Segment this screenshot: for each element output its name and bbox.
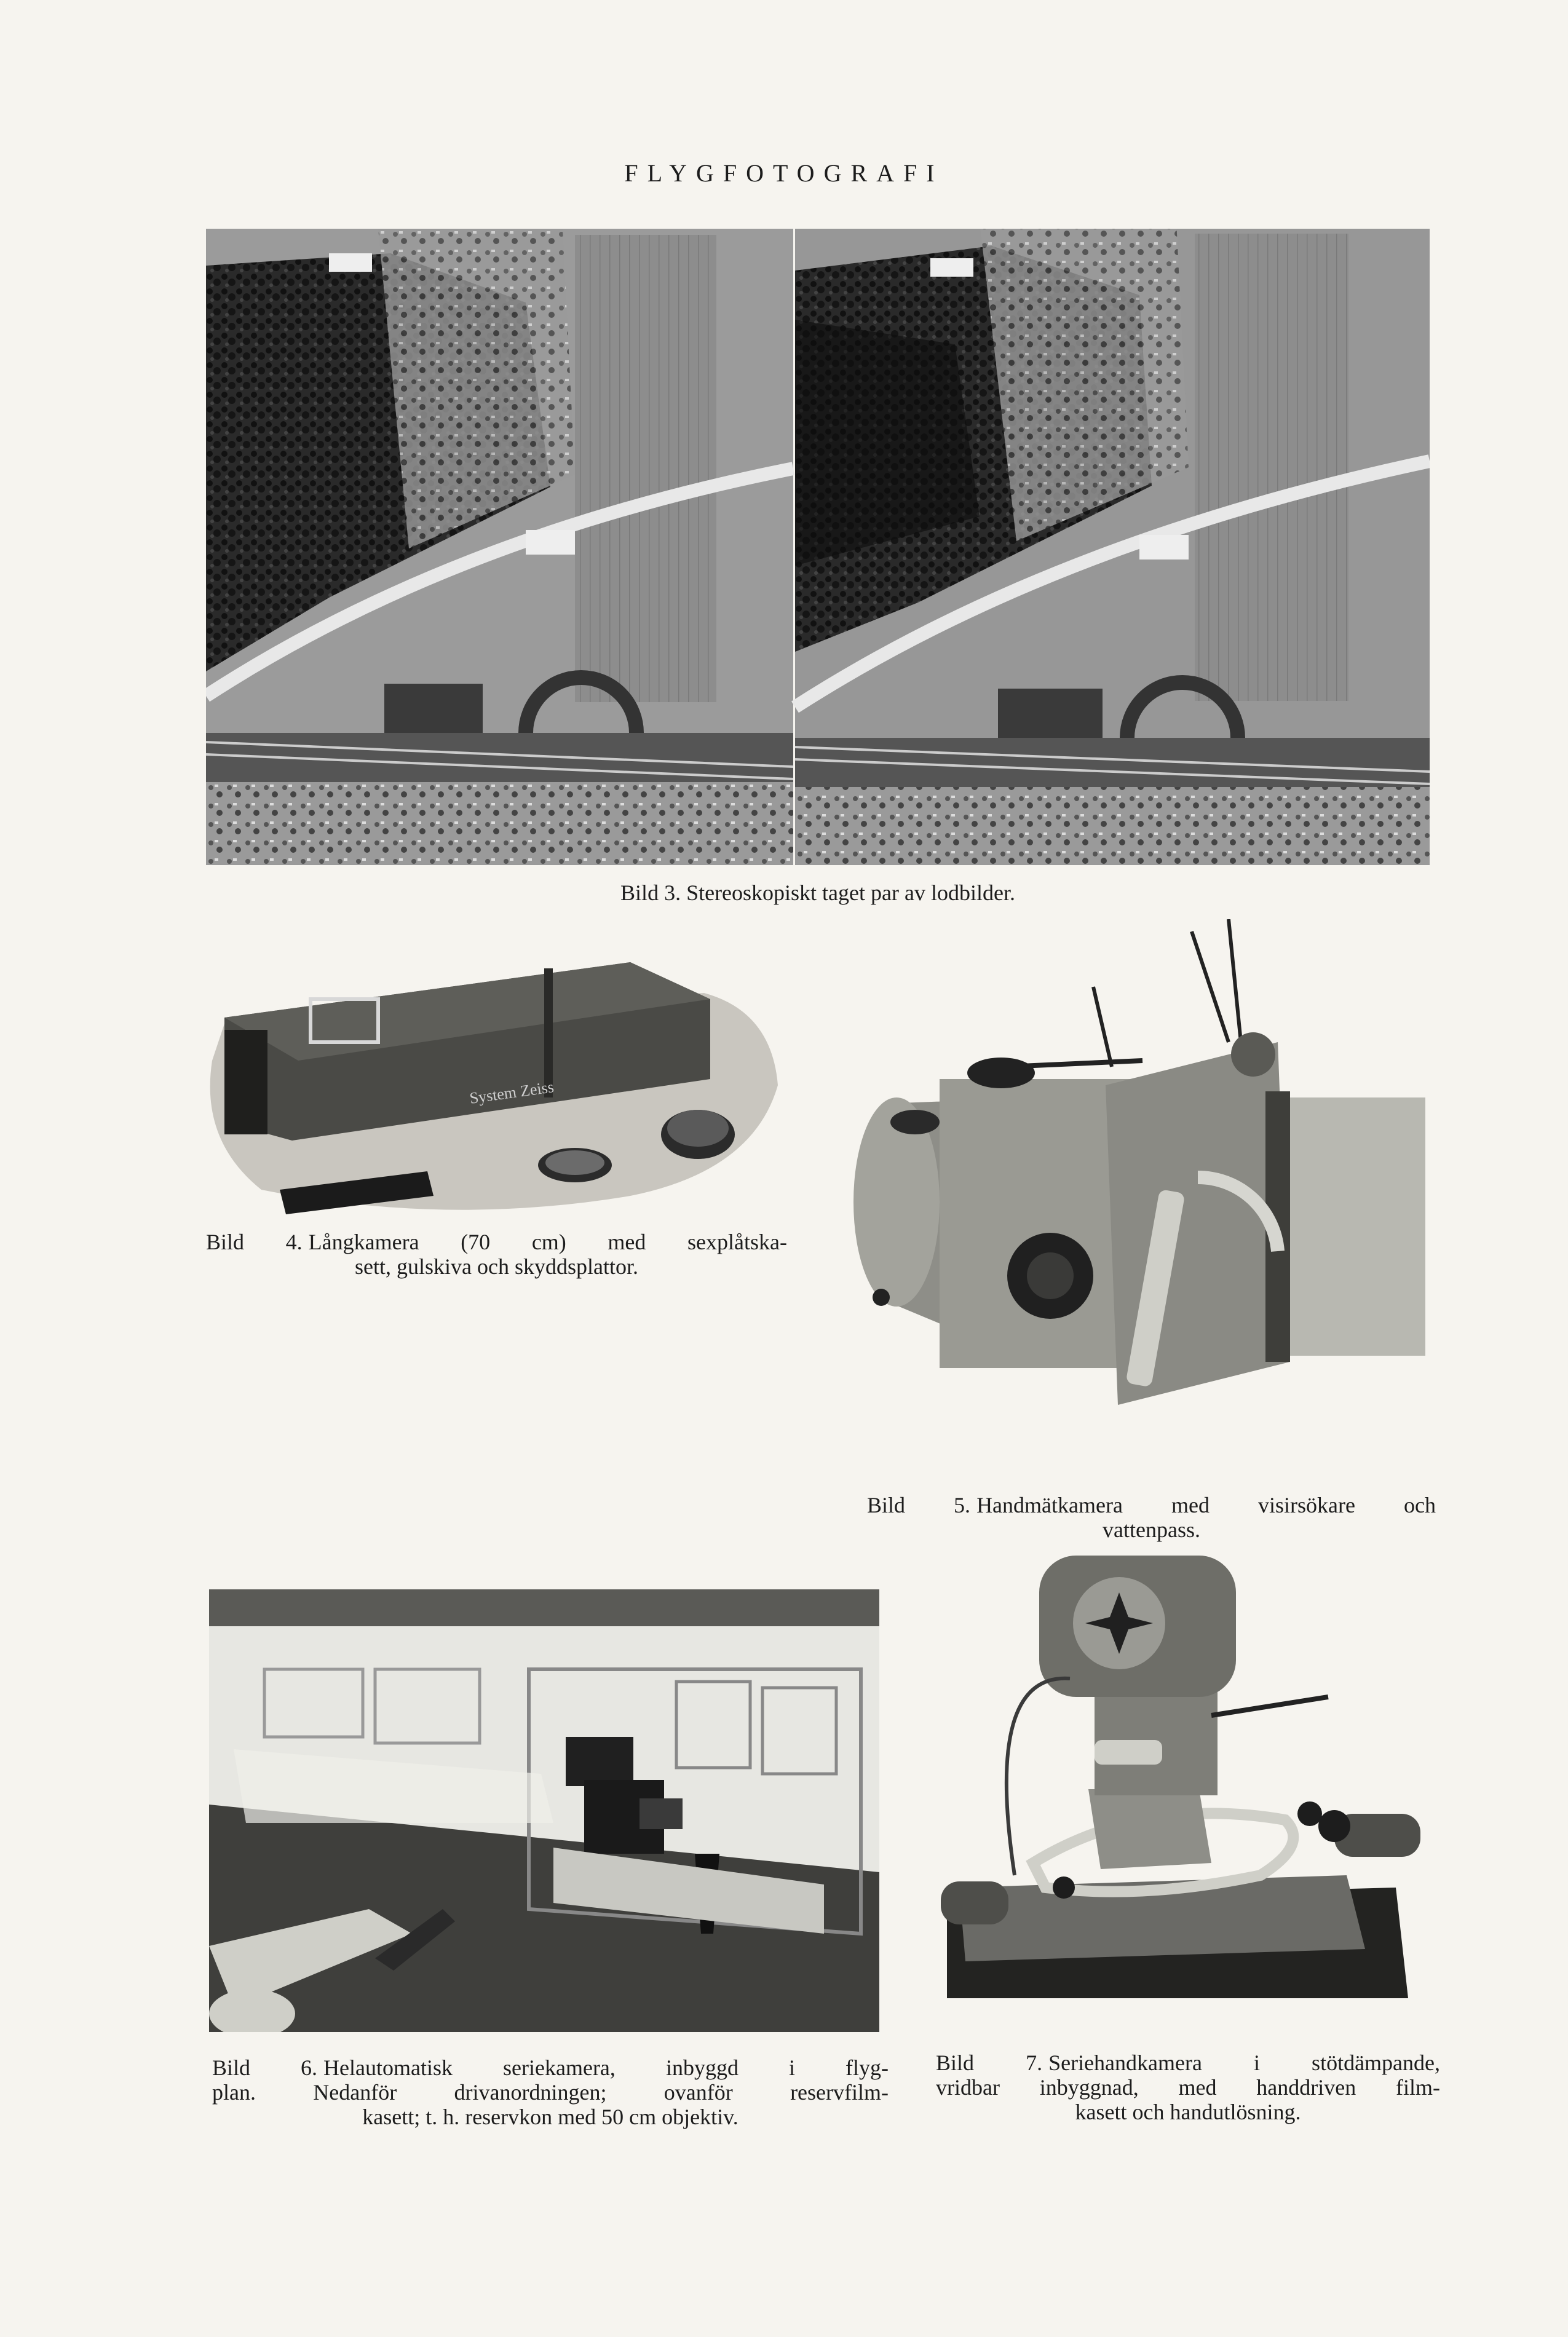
aircraft-camera-installation-photo [209, 1589, 879, 2032]
caption-text: Seriehandkamera i stötdämpande, [1048, 2050, 1441, 2075]
long-camera-photo [200, 938, 784, 1214]
caption-line [212, 2055, 889, 2080]
caption-text: Långkamera (70 cm) med sexplåtska- [308, 1230, 787, 1254]
caption-text: Helautomatisk seriekamera, inbyggd i flyg- [323, 2055, 889, 2080]
caption-number: Bild 6. [212, 2055, 318, 2080]
caption-line: vridbar inbyggnad, med handdriven film- [936, 2075, 1440, 2100]
series-hand-camera-photo [941, 1556, 1439, 2011]
stereo-aerial-photo-pair [206, 229, 1430, 865]
caption-line: sett, gulskiva och skyddsplattor. [355, 1254, 638, 1279]
caption-number: Bild 3. [620, 880, 681, 905]
caption-text: Stereoskopiskt taget par av lodbilder. [686, 880, 1015, 905]
hand-survey-camera-photo [847, 919, 1425, 1463]
caption-line [867, 1493, 1436, 1517]
caption-line: kasett; t. h. reservkon med 50 cm objektiv. [362, 2105, 738, 2129]
camera-brand-text: System Zeiss [468, 1078, 555, 1107]
page-header: FLYGFOTOGRAFI [624, 159, 944, 187]
caption-bild-6 [212, 2055, 889, 2129]
caption-line: plan. Nedanför drivanordningen; ovanför reservfilm- [212, 2080, 889, 2105]
caption-bild-7 [936, 2050, 1440, 2124]
caption-bild-3 [206, 880, 1430, 905]
caption-line: kasett och handutlösning. [1075, 2100, 1301, 2124]
caption-line [206, 1230, 787, 1254]
caption-text: Handmätkamera med visirsökare och [976, 1493, 1436, 1517]
caption-line: vattenpass. [1103, 1517, 1200, 1542]
caption-number: Bild 7. [936, 2050, 1043, 2075]
caption-number: Bild 5. [867, 1493, 971, 1517]
caption-bild-5 [867, 1493, 1436, 1542]
caption-bild-4 [206, 1230, 787, 1279]
caption-number: Bild 4. [206, 1230, 303, 1254]
caption-line [936, 2050, 1440, 2075]
